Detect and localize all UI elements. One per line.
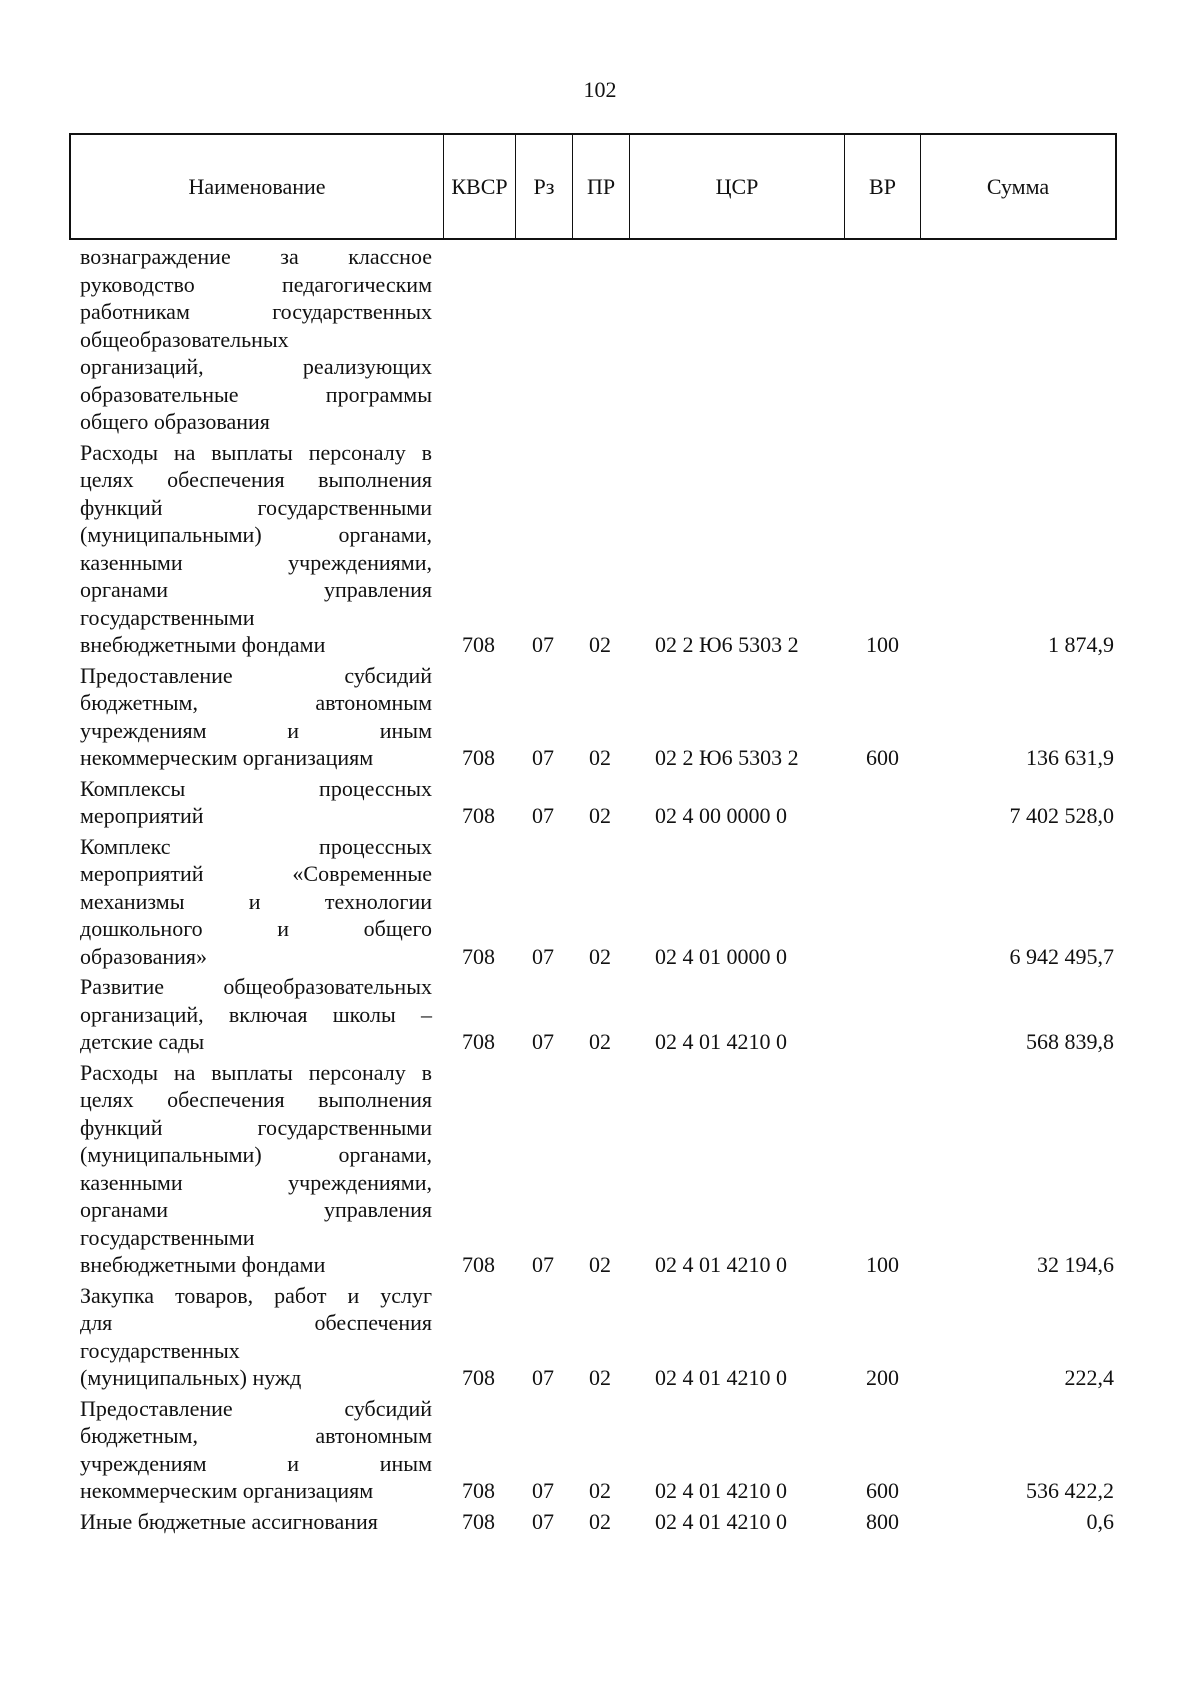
row-name-line: Комплексы процессных bbox=[80, 775, 432, 801]
row-pr: 02 bbox=[589, 1029, 611, 1054]
row-name bbox=[80, 833, 432, 971]
table-row bbox=[0, 833, 1200, 971]
table-row bbox=[0, 1395, 1200, 1505]
row-kvsr: 708 bbox=[462, 1365, 495, 1390]
row-name-line: организаций, включая школы – bbox=[80, 1001, 432, 1027]
row-vr: 100 bbox=[866, 632, 899, 657]
table-row bbox=[0, 662, 1200, 772]
row-name-line: для обеспечения bbox=[80, 1310, 432, 1335]
row-pr: 02 bbox=[589, 745, 611, 770]
row-name-line: государственных bbox=[80, 1337, 240, 1363]
row-sum: 222,4 bbox=[1064, 1365, 1114, 1390]
row-name-line: органами управления bbox=[80, 1197, 432, 1222]
table-header bbox=[69, 133, 1117, 240]
row-pr: 02 bbox=[589, 943, 611, 969]
row-csr: 02 4 01 4210 0 bbox=[655, 1252, 787, 1277]
row-vr: 100 bbox=[866, 1252, 899, 1277]
row-sum: 7 402 528,0 bbox=[1009, 803, 1114, 828]
row-name-line: (муниципальных) нужд bbox=[80, 1365, 302, 1390]
row-name-line: Развитие общеобразовательных bbox=[80, 974, 432, 999]
row-name bbox=[80, 1282, 432, 1392]
row-name-line: внебюджетными фондами bbox=[80, 1252, 326, 1277]
header-name: Наименование bbox=[71, 135, 444, 238]
row-kvsr: 708 bbox=[462, 1029, 495, 1054]
row-name bbox=[80, 1395, 432, 1505]
header-pr: ПР bbox=[573, 135, 630, 238]
row-csr: 02 4 00 0000 0 bbox=[655, 803, 787, 828]
header-kvsr: КВСР bbox=[444, 135, 516, 238]
row-name bbox=[80, 243, 432, 436]
row-name-line: целях обеспечения выполнения bbox=[80, 467, 432, 492]
row-name-line: Расходы на выплаты персоналу в bbox=[80, 1059, 432, 1085]
row-name-line: целях обеспечения выполнения bbox=[80, 1087, 432, 1112]
row-kvsr: 708 bbox=[462, 803, 495, 828]
row-name-line: Расходы на выплаты персоналу в bbox=[80, 439, 432, 465]
row-sum: 32 194,6 bbox=[1037, 1252, 1114, 1277]
row-pr: 02 bbox=[589, 1478, 611, 1503]
row-name-line: (муниципальными) органами, bbox=[80, 522, 432, 547]
row-csr: 02 2 Ю6 5303 2 bbox=[655, 745, 799, 770]
row-csr: 02 4 01 4210 0 bbox=[655, 1478, 787, 1503]
row-pr: 02 bbox=[589, 1508, 611, 1534]
row-pr: 02 bbox=[589, 803, 611, 828]
row-name-line: казенными учреждениями, bbox=[80, 549, 432, 575]
row-name bbox=[80, 775, 432, 830]
row-kvsr: 708 bbox=[462, 745, 495, 770]
row-pr: 02 bbox=[589, 632, 611, 657]
row-csr: 02 4 01 4210 0 bbox=[655, 1365, 787, 1390]
row-name-line: общеобразовательных bbox=[80, 326, 289, 352]
table-row bbox=[0, 1508, 1200, 1536]
page-number: 102 bbox=[583, 77, 617, 102]
row-rz: 07 bbox=[532, 1508, 554, 1534]
row-sum: 1 874,9 bbox=[1048, 632, 1114, 657]
table-row bbox=[0, 1059, 1200, 1279]
row-name-line: организаций, реализующих bbox=[80, 354, 432, 379]
row-name-line: учреждениям и иным bbox=[80, 717, 432, 743]
row-name-line: Предоставление субсидий bbox=[80, 662, 432, 688]
row-name-line: мероприятий bbox=[80, 803, 204, 828]
row-name-line: государственными bbox=[80, 1224, 255, 1250]
row-rz: 07 bbox=[532, 1252, 554, 1277]
table-row bbox=[0, 775, 1200, 830]
row-name bbox=[80, 1059, 432, 1279]
row-name-line: детские сады bbox=[80, 1029, 205, 1054]
row-csr: 02 2 Ю6 5303 2 bbox=[655, 632, 799, 657]
row-name-line: государственными bbox=[80, 604, 255, 630]
row-name-line: внебюджетными фондами bbox=[80, 632, 326, 657]
table-body bbox=[0, 243, 1200, 1538]
row-name-line: вознаграждение за классное bbox=[80, 244, 432, 269]
row-name-line: некоммерческим организациям bbox=[80, 1478, 374, 1503]
row-csr: 02 4 01 0000 0 bbox=[655, 943, 787, 969]
row-csr: 02 4 01 4210 0 bbox=[655, 1508, 787, 1534]
row-kvsr: 708 bbox=[462, 632, 495, 657]
row-name-line: механизмы и технологии bbox=[80, 888, 432, 914]
row-name-line: (муниципальными) органами, bbox=[80, 1142, 432, 1167]
row-rz: 07 bbox=[532, 943, 554, 969]
row-name-line: казенными учреждениями, bbox=[80, 1169, 432, 1195]
row-name-line: работникам государственных bbox=[80, 299, 432, 324]
row-name-line: Предоставление субсидий bbox=[80, 1395, 432, 1421]
row-pr: 02 bbox=[589, 1252, 611, 1277]
row-name-line: дошкольного и общего bbox=[80, 916, 432, 941]
row-vr: 200 bbox=[866, 1365, 899, 1390]
row-name bbox=[80, 439, 432, 659]
row-name-line: Закупка товаров, работ и услуг bbox=[80, 1282, 432, 1308]
row-name bbox=[80, 1508, 432, 1536]
row-name-line: Комплекс процессных bbox=[80, 833, 432, 859]
table-row bbox=[0, 973, 1200, 1056]
row-rz: 07 bbox=[532, 1478, 554, 1503]
row-vr: 600 bbox=[866, 1478, 899, 1503]
row-name-line: учреждениям и иным bbox=[80, 1450, 432, 1476]
table-row bbox=[0, 243, 1200, 436]
row-rz: 07 bbox=[532, 1365, 554, 1390]
row-name-line: руководство педагогическим bbox=[80, 271, 432, 297]
row-name-line: некоммерческим организациям bbox=[80, 745, 374, 770]
row-sum: 136 631,9 bbox=[1026, 745, 1114, 770]
row-name-line: образовательные программы bbox=[80, 381, 432, 407]
row-csr: 02 4 01 4210 0 bbox=[655, 1029, 787, 1054]
row-pr: 02 bbox=[589, 1365, 611, 1390]
row-rz: 07 bbox=[532, 1029, 554, 1054]
row-name-line: органами управления bbox=[80, 577, 432, 602]
row-name-line: функций государственными bbox=[80, 1114, 432, 1140]
row-name bbox=[80, 662, 432, 772]
row-vr: 800 bbox=[866, 1508, 899, 1534]
header-rz: Рз bbox=[516, 135, 573, 238]
row-name-line: мероприятий «Современные bbox=[80, 861, 432, 886]
table-row bbox=[0, 439, 1200, 659]
row-sum: 6 942 495,7 bbox=[1009, 943, 1114, 969]
row-rz: 07 bbox=[532, 803, 554, 828]
row-kvsr: 708 bbox=[462, 943, 495, 969]
row-rz: 07 bbox=[532, 632, 554, 657]
row-name-line: функций государственными bbox=[80, 494, 432, 520]
row-kvsr: 708 bbox=[462, 1478, 495, 1503]
header-csr: ЦСР bbox=[630, 135, 845, 238]
row-name-line: бюджетным, автономным bbox=[80, 1423, 432, 1448]
table-row bbox=[0, 1282, 1200, 1392]
row-name-line: образования» bbox=[80, 943, 208, 969]
row-sum: 536 422,2 bbox=[1026, 1478, 1114, 1503]
header-sum: Сумма bbox=[986, 173, 1050, 199]
row-name-line: Иные бюджетные ассигнования bbox=[80, 1508, 378, 1534]
header-vr: ВР bbox=[845, 135, 921, 238]
row-name bbox=[80, 973, 432, 1056]
row-vr: 600 bbox=[866, 745, 899, 770]
row-sum: 0,6 bbox=[1086, 1508, 1114, 1534]
row-rz: 07 bbox=[532, 745, 554, 770]
row-kvsr: 708 bbox=[462, 1508, 495, 1534]
row-kvsr: 708 bbox=[462, 1252, 495, 1277]
row-name-line: бюджетным, автономным bbox=[80, 690, 432, 715]
row-name-line: общего образования bbox=[80, 409, 270, 434]
row-sum: 568 839,8 bbox=[1026, 1029, 1114, 1054]
